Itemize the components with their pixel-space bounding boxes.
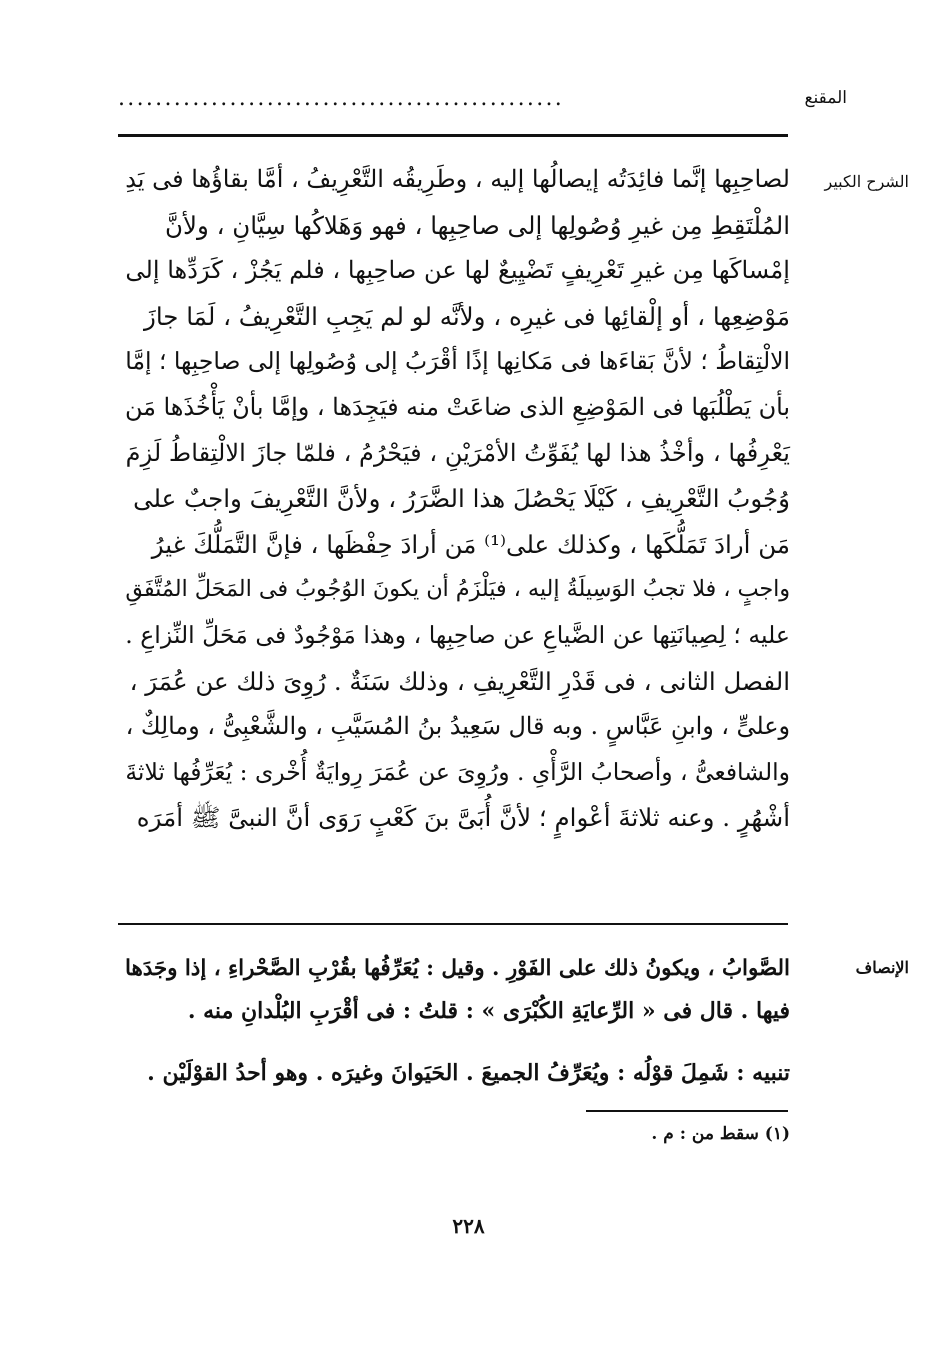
header-rule bbox=[118, 134, 788, 137]
tanbih-note: تنبيه : شَمِلَ قوْلُه : ويُعَرِّفُ الجميعَ . الحَيَوانَ وغيرَه . وهو أحدُ القوْلَيْن . bbox=[147, 1060, 790, 1086]
text-line: أشْهُرٍ . وعنه ثلاثةَ أعْوامٍ ؛ لأنَّ أُبَىَّ بنَ كَعْبٍ رَوَى أنَّ النبىَّ ﷺ أمَرَه bbox=[136, 803, 790, 833]
text-line: بأن يَطْلُبَها فى المَوْضِعِ الذى ضاعَتْ منه فيَجِدَها ، وإمَّا بأنْ يَأْخُذَها مَن bbox=[124, 392, 790, 421]
text-line: واجبٍ ، فلا تجبُ الوَسِيلَةُ إليه ، فيَلْزَمُ أن يكونَ الوُجُوبُ فى المَحَلِّ المُتَّفَقِ bbox=[125, 576, 790, 603]
text-line: يَعْرِفُها ، وأخْذُ هذا لها يُفَوِّتُ الأمْرَيْنِ ، فيَحْرُمُ ، فلمّا جازَ الالْتِقاطُ لَزِمَ bbox=[125, 438, 790, 467]
footnote-rule bbox=[586, 1110, 788, 1112]
text-line: عليه ؛ لِصِيانَتِها عن الضَّياعِ عن صاحِبِها ، وهذا مَوْجُودٌ فى مَحَلِّ النِّزاعِ . bbox=[125, 620, 790, 649]
text-line: الصَّوابُ ، ويكونُ ذلك على الفَوْرِ . وقيل : يُعَرِّفُها بقُرْبِ الصَّحْراءِ ، إذا وجَدَها bbox=[124, 956, 790, 981]
footnote: (١) سقط من : م . bbox=[651, 1124, 790, 1144]
text-line: فيها . قال فى « الرِّعايَةِ الكُبْرَى » : قلتُ : فى أقْرَبِ البُلْدانِ منه . bbox=[187, 998, 790, 1024]
page-number: ٢٢٨ bbox=[452, 1214, 485, 1238]
side-label-insaf: الإنصاف bbox=[855, 958, 909, 977]
text-line: مَن أرادَ تَمَلُّكَها ، وكذلك على⁽¹⁾ مَن أرادَ حِفْظَها ، فإنَّ التَّمَلُّكَ غيرُ bbox=[151, 529, 790, 559]
text-line: الالْتِقاطُ ؛ لأنَّ بَقاءَها فى مَكانِها إذًا أقْرَبُ إلى وُصُولِها إلى صاحِبِها ؛ إمَّا bbox=[125, 347, 790, 376]
text-line: الفصل الثانى ، فى قَدْرِ التَّعْرِيفِ ، وذلك سَنَةٌ . رُوِىَ ذلك عن عُمَرَ ، bbox=[129, 666, 790, 696]
text-line: لصاحِبِها إنَّما فائِدَتُه إيصالُها إليه ، وطَرِيقُه التَّعْرِيفُ ، أمَّا بقاؤُها فى يَدِ bbox=[125, 165, 790, 193]
text-line: مَوْضِعِها ، أو إلْقائِها فى غيرِه ، ولأنَّه لو لم يَجِبِ التَّعْرِيفُ ، لَمَا جازَ bbox=[143, 301, 790, 331]
insaf-text bbox=[118, 947, 790, 1033]
text-line: المُلْتَقِطِ مِن غيرِ وُصُولِها إلى صاحِبِها ، فهو وَهَلاكُها سِيَّانِ ، ولأنَّ bbox=[165, 210, 790, 240]
running-header-title: المقنع bbox=[804, 88, 847, 108]
text-line: وعلىٍّ ، وابنِ عَبَّاسٍ . وبه قال سَعِيدُ بنُ المُسَيَّبِ ، والشَّعْبِىُّ ، ومالِكٌ ، bbox=[125, 712, 790, 741]
text-line: إمْساكَها مِن غيرِ تَعْرِيفٍ تَضْيِيعٌ لها عن صاحِبِها ، فلم يَجُزْ ، كَرَدِّها إلى bbox=[125, 256, 790, 285]
main-commentary-text bbox=[118, 157, 790, 841]
side-label-sharh: الشرح الكبير bbox=[824, 172, 909, 191]
text-line: والشافعىُّ ، وأصحابُ الرَّأْىِ . ورُوِىَ عن عُمَرَ رِوايَةٌ أُخْرى : يُعَرِّفُها ثلاثةَ bbox=[125, 757, 790, 786]
section-divider-rule bbox=[118, 923, 788, 925]
text-line: وُجُوبُ التَّعْرِيفِ ، كَيْلَا يَحْصُلَ هذا الضَّرَرُ ، ولأنَّ التَّعْرِيفَ واجبٌ على bbox=[133, 484, 790, 514]
header-dotted-line: ................................................ bbox=[118, 86, 565, 111]
